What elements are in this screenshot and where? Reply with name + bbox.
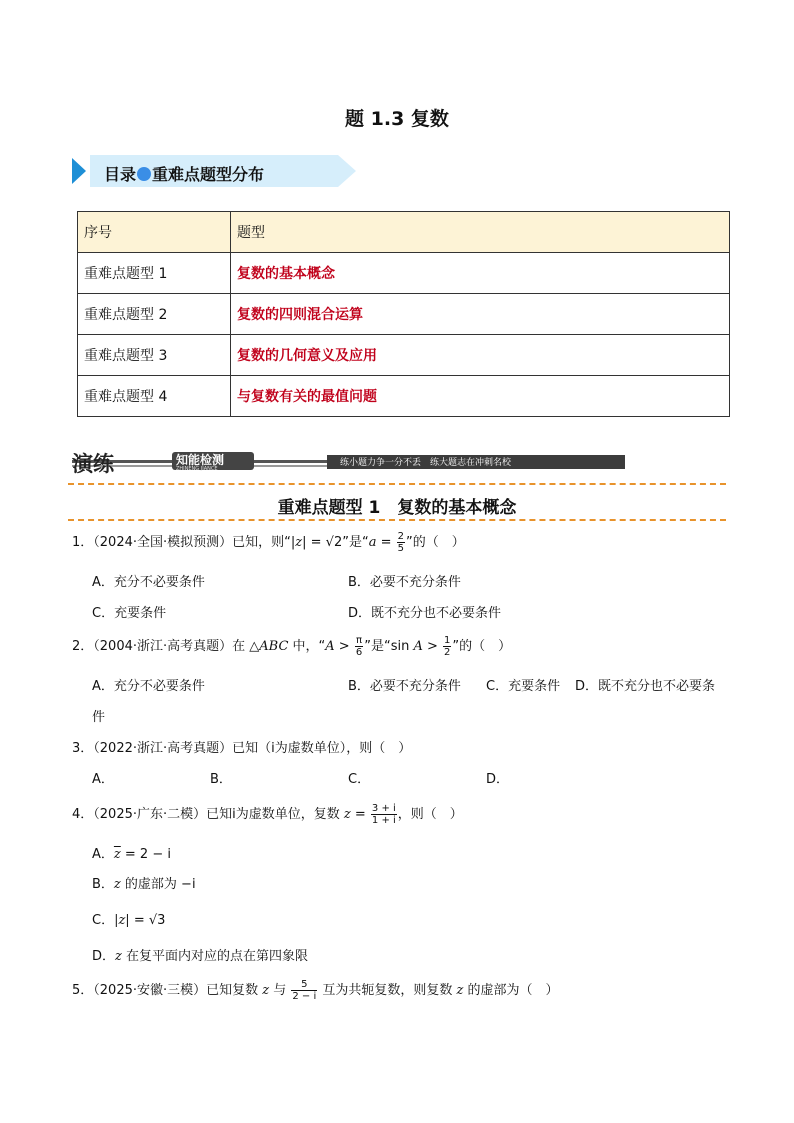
table-row <box>78 335 730 376</box>
fraction-numerator: 3 + i <box>371 803 396 814</box>
q2-text: sin <box>390 639 414 654</box>
q4-fraction <box>371 803 397 826</box>
table-header-cell: 题型 <box>231 212 730 253</box>
table-cell-type: 复数的基本概念 <box>231 253 730 294</box>
q1-text: ”的（ ） <box>406 535 465 550</box>
toc-label: 重难点题型分布 <box>152 165 265 184</box>
q2-text: > <box>422 639 443 654</box>
q5-stem: 5．（2025·安徽·三模）已知复数 <box>72 983 263 998</box>
option-label: A． <box>92 847 114 862</box>
option-text: 在复平面内对应的点在第四象限 <box>121 949 309 964</box>
q2-option-d[interactable]: D．既不充分也不必要条 <box>575 679 716 694</box>
q5-var: z <box>456 983 464 998</box>
q1-sqrt: √2 <box>325 535 343 550</box>
q2-var: A <box>325 639 335 654</box>
q4-option-d[interactable] <box>92 945 308 964</box>
q2-var: ABC <box>259 639 289 654</box>
table-header-cell: 序号 <box>78 212 231 253</box>
table-cell-type: 复数的四则混合运算 <box>231 294 730 335</box>
q2-text: ”的（ ） <box>452 639 512 654</box>
divider-bottom <box>68 519 726 521</box>
fraction-numerator: 1 <box>444 635 451 646</box>
q1-option-b[interactable]: B．必要不充分条件 <box>348 575 461 590</box>
q3-option-d[interactable]: D． <box>486 772 510 787</box>
fraction-numerator: 2 <box>397 531 405 542</box>
q1-stem: 1．（2024·全国·模拟预测）已知，则“| <box>72 535 296 550</box>
q2-option-d-wrap: 件 <box>92 710 106 725</box>
option-var: z <box>113 877 121 892</box>
q4-option-b[interactable] <box>92 873 196 892</box>
question-5 <box>72 979 559 1002</box>
q2-text: 中，“ <box>288 639 326 654</box>
q4-text: = <box>350 807 370 822</box>
q2-fraction <box>355 635 363 658</box>
q4-var: z <box>343 807 351 822</box>
banner-slogan: 练小题力争一分不丢 练大题志在冲刺名校 <box>340 458 512 468</box>
question-2 <box>72 635 511 658</box>
q1-text: | = <box>302 535 326 550</box>
fraction-denominator: 1 + i <box>371 815 396 826</box>
q5-text: 互为共轭复数，则复数 <box>318 983 457 998</box>
q4-option-a[interactable] <box>92 843 171 862</box>
option-var: z <box>115 949 122 964</box>
q1-option-c[interactable]: C．充要条件 <box>92 606 167 621</box>
table-header-row <box>78 212 730 253</box>
q1-fraction <box>397 531 405 554</box>
table-row <box>78 294 730 335</box>
divider-top <box>68 483 726 485</box>
q5-fraction <box>291 979 317 1002</box>
q1-option-d[interactable]: D．既不充分也不必要条件 <box>348 606 502 621</box>
table-cell-index: 重难点题型 1 <box>78 253 231 294</box>
fraction-denominator: 2 − i <box>292 991 317 1002</box>
table-row <box>78 376 730 417</box>
table-cell-index: 重难点题型 4 <box>78 376 231 417</box>
q5-var: z <box>262 983 270 998</box>
table-cell-index: 重难点题型 2 <box>78 294 231 335</box>
table-cell-index: 重难点题型 3 <box>78 335 231 376</box>
section-title: 重难点题型 1 复数的基本概念 <box>277 498 517 518</box>
fraction-numerator: 5 <box>291 979 317 991</box>
question-1 <box>72 531 465 554</box>
q2-option-b[interactable]: B．必要不充分条件 <box>348 679 461 694</box>
fraction-denominator: 6 <box>355 647 363 658</box>
option-var: |z| <box>114 913 130 928</box>
q2-text: > <box>334 639 354 654</box>
q3-option-b[interactable]: B． <box>210 772 232 787</box>
q1-text: ”是“ <box>342 535 369 550</box>
toc-heading <box>104 162 264 185</box>
option-text: = √3 <box>129 913 166 928</box>
q2-fraction <box>443 635 451 658</box>
option-label: D． <box>92 949 116 964</box>
banner-sub: 知能检测 <box>176 453 225 467</box>
q2-option-c[interactable]: C．充要条件 <box>486 679 561 694</box>
fraction-denominator: 2 <box>444 647 451 658</box>
option-label: C． <box>92 913 115 928</box>
question-4 <box>72 803 463 826</box>
question-3: 3．（2022·浙江·高考真题）已知（i为虚数单位），则（ ） <box>72 741 412 756</box>
banner-main: 演练 <box>72 451 114 476</box>
q3-option-a[interactable]: A． <box>92 772 114 787</box>
fraction-numerator: π <box>356 635 363 646</box>
fraction-denominator: 5 <box>397 543 405 554</box>
q1-var: z <box>295 535 303 550</box>
q2-stem: 2．（2004·浙江·高考真题）在 <box>72 639 250 654</box>
toc-prefix: 目录 <box>104 165 137 184</box>
q1-option-a[interactable]: A．充分不必要条件 <box>92 575 205 590</box>
option-label: B． <box>92 877 114 892</box>
dot-icon <box>137 167 151 181</box>
banner-sub-pinyin: ZHINENG JIANCE <box>176 466 218 472</box>
q1-var: a <box>368 535 377 550</box>
q1-text: = <box>376 535 396 550</box>
question-type-table <box>77 211 730 417</box>
q2-option-a[interactable]: A．充分不必要条件 <box>92 679 205 694</box>
q2-var: A <box>413 639 423 654</box>
q4-option-c[interactable] <box>92 909 165 928</box>
q3-option-c[interactable]: C． <box>348 772 371 787</box>
q4-stem: 4．（2025·广东·二模）已知i为虚数单位，复数 <box>72 807 344 822</box>
q4-text: ，则（ ） <box>397 807 463 822</box>
q5-text: 的虚部为（ ） <box>463 983 559 998</box>
q2-text: ”是“ <box>364 639 391 654</box>
page-title: 题 1.3 复数 <box>345 108 449 130</box>
conjugate-var: z <box>113 847 121 862</box>
table-cell-type: 复数的几何意义及应用 <box>231 335 730 376</box>
triangle-symbol: △ <box>249 639 260 654</box>
option-text: = 2 − i <box>120 847 171 862</box>
option-text: 的虚部为 −i <box>120 877 196 892</box>
table-cell-type: 与复数有关的最值问题 <box>231 376 730 417</box>
q5-text: 与 <box>269 983 291 998</box>
practice-banner <box>72 450 625 476</box>
table-row <box>78 253 730 294</box>
